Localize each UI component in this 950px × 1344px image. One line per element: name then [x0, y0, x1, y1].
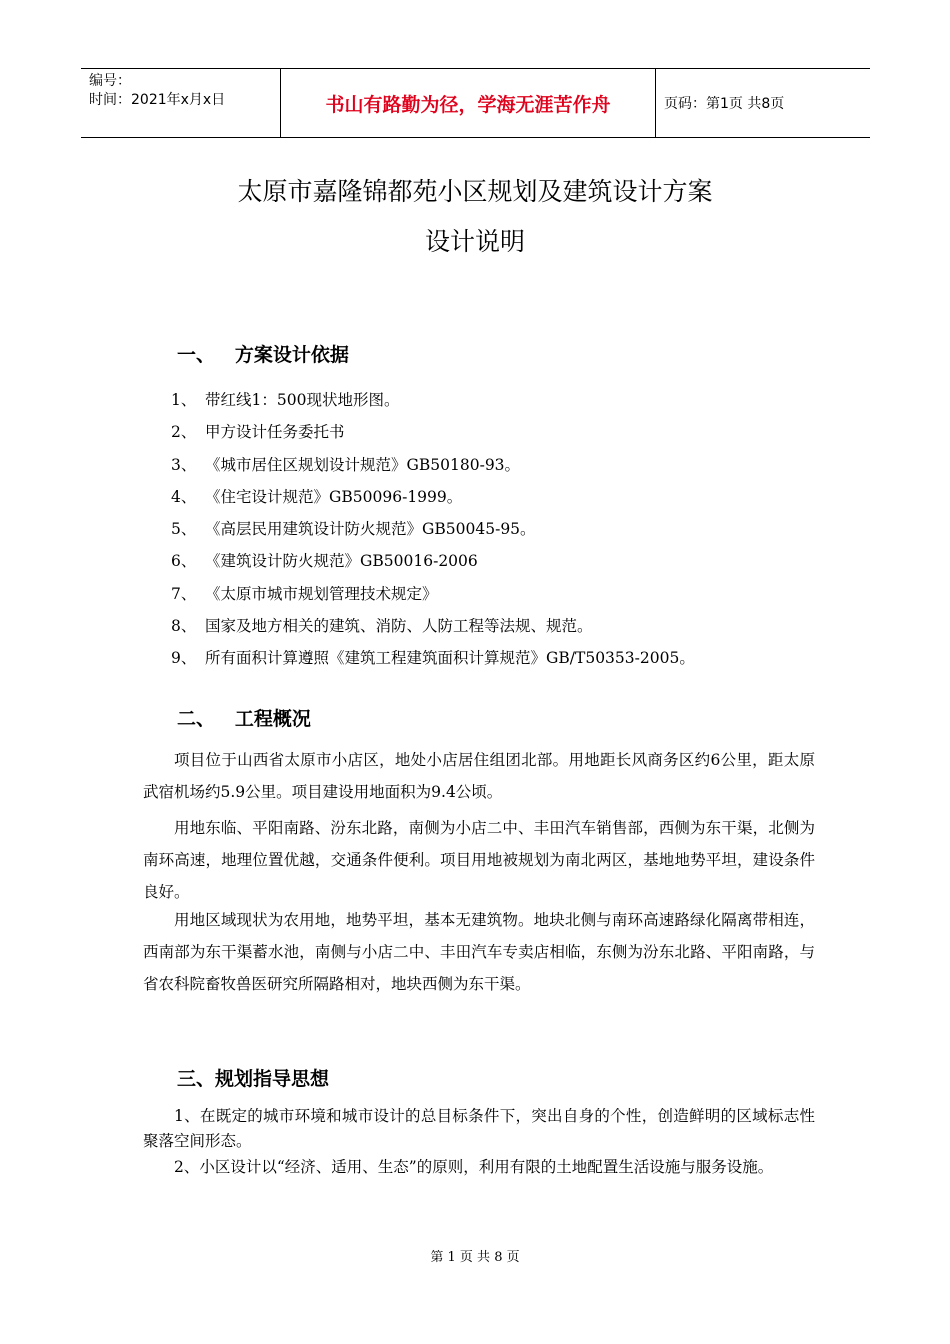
section-1-heading: 一、 方案设计依据	[177, 344, 349, 366]
list-item-text: 《住宅设计规范》GB50096-1999。	[205, 487, 463, 506]
list-item-text: 所有面积计算遵照《建筑工程建筑面积计算规范》GB/T50353-2005。	[205, 649, 695, 668]
page-code-cell	[656, 69, 870, 137]
list-item-number: 7、	[171, 584, 197, 603]
list-item	[171, 642, 695, 674]
list-item-number: 5、	[171, 520, 197, 539]
list-item-number: 3、	[171, 455, 197, 474]
list-item	[171, 481, 695, 513]
time-label: 时间：2021年x月x日	[89, 92, 226, 108]
page-code: 页码：第1页 共8页	[664, 96, 785, 112]
list-item	[171, 416, 695, 448]
motto-cell	[281, 69, 656, 137]
list-item	[171, 578, 695, 610]
list-item-text: 《高层民用建筑设计防火规范》GB50045-95。	[205, 520, 536, 539]
list-item-number: 4、	[171, 487, 197, 506]
list-item	[171, 384, 695, 416]
list-item-text: 甲方设计任务委托书	[205, 423, 345, 442]
guideline-paragraph: 2、小区设计以“经济、适用、生态”的原则，利用有限的土地配置生活设施与服务设施。	[174, 1158, 774, 1176]
document-subtitle: 设计说明	[424, 227, 525, 256]
list-item	[171, 610, 695, 642]
list-item-number: 6、	[171, 552, 197, 571]
list-item	[171, 449, 695, 481]
list-item-number: 9、	[171, 649, 197, 668]
list-item-text: 国家及地方相关的建筑、消防、人防工程等法规、规范。	[205, 617, 593, 636]
list-item	[171, 545, 695, 577]
basis-list	[171, 384, 695, 675]
header-table	[81, 68, 870, 138]
number-label: 编号：	[89, 73, 131, 89]
list-item-text: 带红线1：500现状地形图。	[205, 391, 400, 409]
page-footer: 第 1 页 共 8 页	[430, 1250, 520, 1265]
list-item-text: 《建筑设计防火规范》GB50016-2006	[205, 552, 478, 571]
section-3-heading: 三、规划指导思想	[177, 1068, 330, 1090]
header-info-cell	[81, 69, 281, 137]
overview-paragraph: 用地东临、平阳南路、汾东北路，南侧为小店二中、丰田汽车销售部，西侧为东干渠，北侧为南环高速，地理位置优越，交通条件便利。项目用地被规划为南北两区，基地地势平坦，建设条件良好。	[143, 819, 815, 901]
list-item-number: 2、	[171, 423, 197, 442]
list-item-text: 《城市居住区规划设计规范》GB50180-93。	[205, 455, 521, 474]
overview-paragraph: 用地区域现状为农用地，地势平坦，基本无建筑物。地块北侧与南环高速路绿化隔离带相连，西南部为东干渠蓄水池，南侧与小店二中、丰田汽车专卖店相临，东侧为汾东北路、平阳南路，与省农科院畜牧兽医研究所隔路相对，地块西侧为东干渠。	[143, 911, 815, 993]
list-item-text: 《太原市城市规划管理技术规定》	[205, 584, 438, 603]
motto-text: 书山有路勤为径，学海无涯苦作舟	[325, 93, 611, 116]
section-2-heading: 二、 工程概况	[177, 708, 311, 730]
guideline-paragraph: 1、在既定的城市环境和城市设计的总目标条件下，突出自身的个性，创造鲜明的区域标志性聚落空间形态。	[143, 1107, 815, 1150]
document-title: 太原市嘉隆锦都苑小区规划及建筑设计方案	[237, 177, 713, 206]
overview-paragraph: 项目位于山西省太原市小店区，地处小店居住组团北部。用地距长风商务区约6公里，距太原武宿机场约5.9公里。项目建设用地面积为9.4公顷。	[143, 751, 815, 801]
list-item-number: 8、	[171, 617, 197, 636]
list-item	[171, 513, 695, 545]
list-item-number: 1、	[171, 391, 197, 409]
